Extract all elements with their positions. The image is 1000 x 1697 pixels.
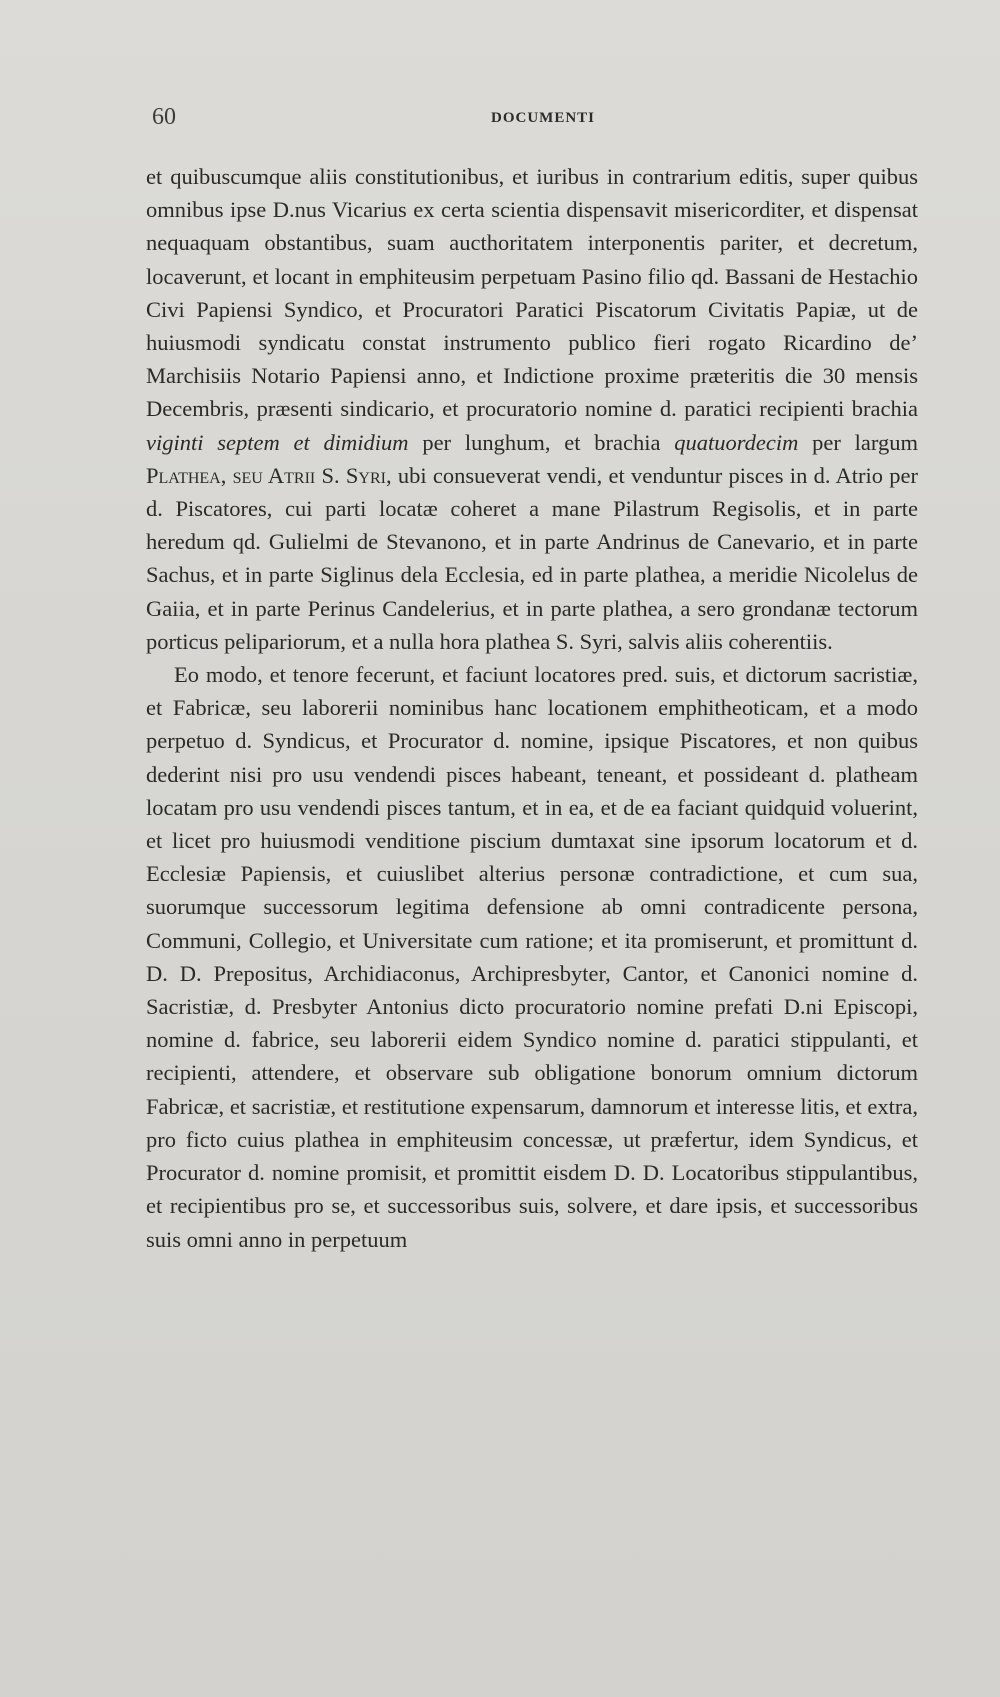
paragraph-2 <box>146 658 918 1256</box>
text-run: , ubi consueverat vendi, et venduntur pisces in d. Atrio per d. Piscatores, cui parti locatæ coheret a mane Pilastrum Regisolis, et in parte heredum qd. Gulielmi de Stevanono, et in parte Andrinus de Canevario, et in parte Sachus, et in parte Siglinus dela Ecclesia, ed in parte plathea, a meridie Nicolelus de Gaiia, et in parte Perinus Candelerius, et in parte plathea, a sero grondanæ tectorum porticus pelipariorum, et a nulla hora plathea S. Syri, salvis aliis coherentiis. <box>146 462 918 654</box>
text-body <box>146 160 918 1256</box>
paragraph-1 <box>146 160 918 658</box>
text-run: per largum <box>798 429 918 455</box>
italic-measure-length: viginti septem et dimidium <box>146 429 409 455</box>
text-run: et quibuscumque aliis constitutionibus, et iuribus in contrarium editis, super quibus omnibus ipse D.nus Vicarius ex certa scientia dispensavit misericorditer, et dispensat nequaquam obstantibus, suam aucthoritatem interponentis pariter, et decretum, locaverunt, et locant in emphiteusim perpetuam Pasino filio qd. Bassani de Hestachio Civi Papiensi Syndico, et Procuratori Paratici Piscatorum Civitatis Papiæ, ut de huiusmodi syndicatu constat instrumento publico fieri rogato Ricardino de’ Marchisiis Notario Papiensi anno, et Indictione proxime præteritis die 30 mensis Decembris, præsenti sindicario, et procuratorio nomine d. paratici recipienti brachia <box>146 164 918 422</box>
italic-measure-width: quatuordecim <box>674 429 799 455</box>
running-head <box>146 104 866 134</box>
running-title: DOCUMENTI <box>491 110 596 126</box>
page-number: 60 <box>152 104 176 130</box>
small-caps-place-name: Plathea, seu Atrii S. Syri <box>146 462 386 488</box>
text-run: per lunghum, et brachia <box>408 429 675 455</box>
text-run: Eo modo, et tenore fecerunt, et faciunt locatores pred. suis, et dictorum sacristiæ, et Fabricæ, seu laborerii nominibus hanc locationem emphitheoticam, et a modo perpetuo d. Syndicus, et Procurator d. nomine, ipsique Piscatores, et non quibus dederint nisi pro usu vendendi pisces habeant, teneant, et possideant d. platheam locatam pro usu vendendi pisces tantum, et in ea, et de ea faciant quidquid voluerint, et licet pro huiusmodi venditione piscium dumtaxat sine ipsorum locatorum et d. Ecclesiæ Papiensis, et cuiuslibet alterius personæ contradictione, et cum sua, suorumque successorum legitima defensione ab omni contradicente persona, Communi, Collegio, et Universitate cum ratione; et ita promiserunt, et promittunt d. D. D. Prepositus, Archidiaconus, Archipresbyter, Cantor, et Canonici nomine d. Sacristiæ, d. Presbyter Antonius dicto procuratorio nomine prefati D.ni Episcopi, nomine d. fabrice, seu laborerii eidem Syndico nomine d. paratici stippulanti, et recipienti, attendere, et observare sub obligatione bonorum omnium dictorum Fabricæ, et sacristiæ, et restitutione expensarum, damnorum et interesse litis, et extra, pro ficto cuius plathea in emphiteusim concessæ, ut præfertur, idem Syndicus, et Procurator d. nomine promisit, et promittit eisdem D. D. Locatoribus stippulantibus, et recipientibus pro se, et successoribus suis, solvere, et dare ipsis, et successoribus suis omni anno in perpetuum <box>146 662 918 1252</box>
